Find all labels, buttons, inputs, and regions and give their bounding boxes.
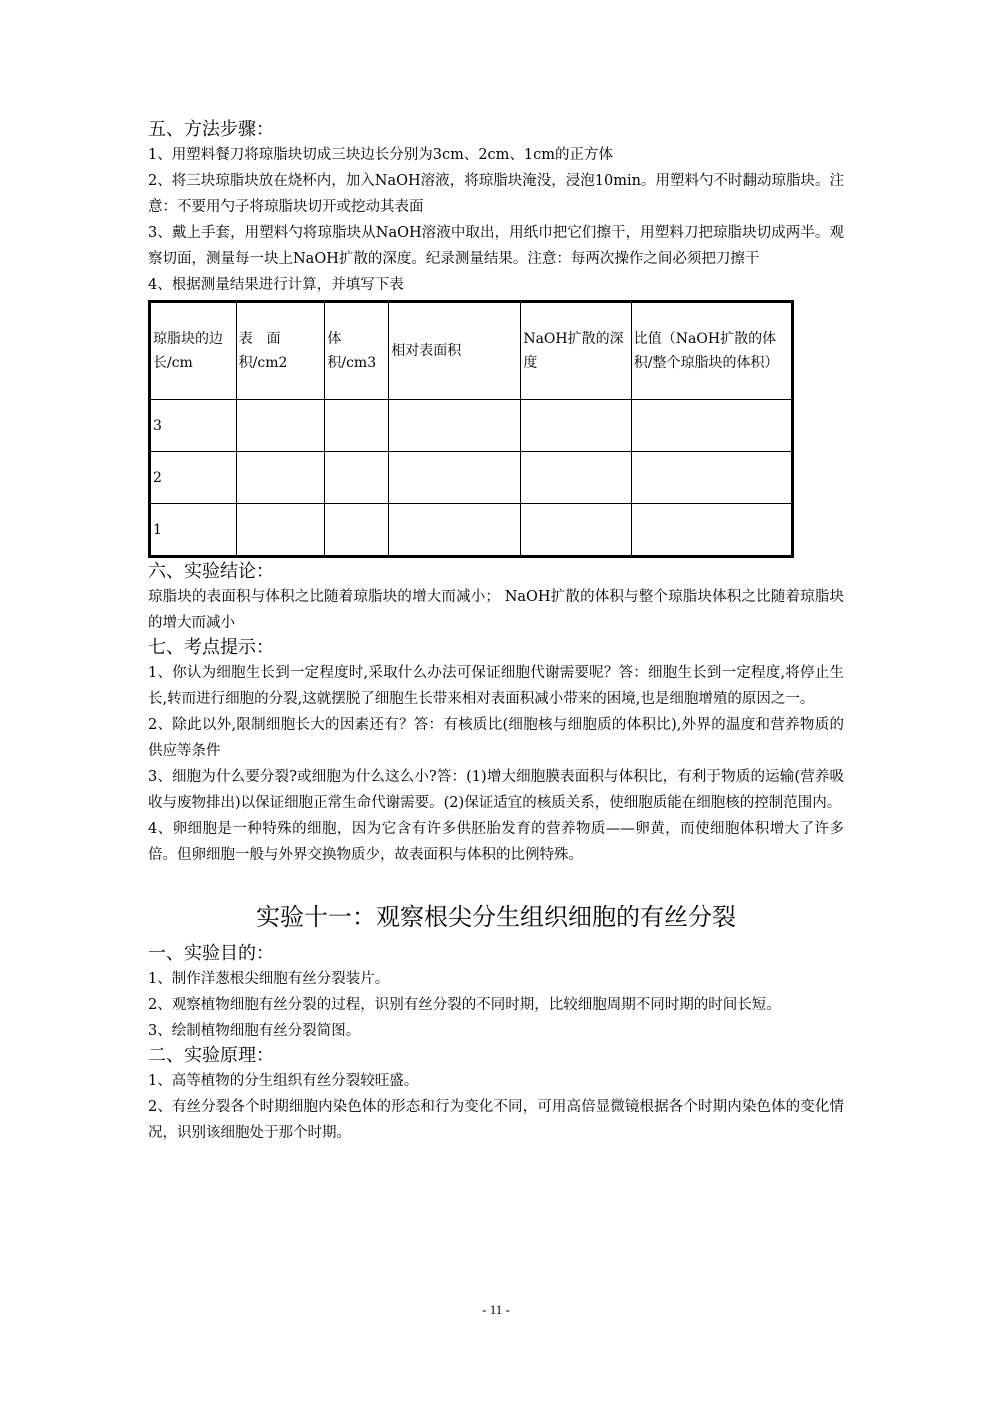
step-3: 3、戴上手套，用塑料勺将琼脂块从NaOH溶液中取出，用纸巾把它们擦干，用塑料刀把琼脂块切成两半。观察切面，测量每一块上NaOH扩散的深度。纪录测量结果。注意：每两次操作之间必须把刀擦干 bbox=[148, 225, 844, 267]
purpose-1: 1、制作洋葱根尖细胞有丝分裂装片。 bbox=[148, 971, 390, 987]
table-cell bbox=[521, 452, 631, 504]
table-cell bbox=[389, 400, 521, 452]
experiment-title: 实验十一：观察根尖分生组织细胞的有丝分裂 bbox=[256, 903, 736, 931]
tip-1: 1、你认为细胞生长到一定程度时,采取什么办法可保证细胞代谢需要呢？答：细胞生长到一定程度,将停止生长,转而进行细胞的分裂,这就摆脱了细胞生长带来相对表面积减小带来的困境,也是细胞增殖的原因之一。 bbox=[148, 665, 844, 707]
table-cell bbox=[631, 400, 792, 452]
row-edge-length: 3 bbox=[150, 400, 237, 452]
header-edge-length: 琼脂块的边长/cm bbox=[150, 302, 237, 400]
principle-2: 2、有丝分裂各个时期细胞内染色体的形态和行为变化不同，可用高倍显微镜根据各个时期内染色体的变化情况，识别该细胞处于那个时期。 bbox=[148, 1099, 844, 1141]
table-cell bbox=[631, 452, 792, 504]
table-cell bbox=[521, 504, 631, 557]
table-cell bbox=[521, 400, 631, 452]
table-cell bbox=[325, 400, 389, 452]
table-row bbox=[150, 400, 793, 452]
table-row bbox=[150, 504, 793, 557]
step-4: 4、根据测量结果进行计算，并填写下表 bbox=[148, 277, 404, 293]
header-volume: 体 积/cm3 bbox=[325, 302, 389, 400]
table-cell bbox=[236, 400, 325, 452]
step-2: 2、将三块琼脂块放在烧杯内，加入NaOH溶液，将琼脂块淹没，浸泡10min。用塑料勺不时翻动琼脂块。注意：不要用勺子将琼脂块切开或挖动其表面 bbox=[148, 173, 844, 215]
header-relative-surface-area: 相对表面积 bbox=[389, 302, 521, 400]
header-surface-area: 表 面 积/cm2 bbox=[236, 302, 325, 400]
tip-4: 4、卵细胞是一种特殊的细胞，因为它含有许多供胚胎发育的营养物质——卵黄，而使细胞体积增大了许多倍。但卵细胞一般与外界交换物质少，故表面积与体积的比例特殊。 bbox=[148, 821, 844, 863]
table-header-row bbox=[150, 302, 793, 400]
header-volume-ratio: 比值（NaOH扩散的体积/整个琼脂块的体积） bbox=[631, 302, 792, 400]
section6-heading: 六、实验结论： bbox=[148, 561, 274, 582]
page-number: - 11 - bbox=[482, 1302, 510, 1317]
table-cell bbox=[389, 452, 521, 504]
section7-heading: 七、考点提示： bbox=[148, 637, 274, 658]
table-cell bbox=[236, 452, 325, 504]
document-page bbox=[148, 118, 844, 1146]
purpose-3: 3、绘制植物细胞有丝分裂简图。 bbox=[148, 1023, 361, 1039]
header-naoh-depth: NaOH扩散的深度 bbox=[521, 302, 631, 400]
table-cell bbox=[631, 504, 792, 557]
table-cell bbox=[325, 452, 389, 504]
principle-heading: 二、实验原理： bbox=[148, 1045, 274, 1066]
purpose-heading: 一、实验目的： bbox=[148, 943, 274, 964]
table-cell bbox=[389, 504, 521, 557]
section5-heading: 五、方法步骤： bbox=[148, 119, 274, 140]
purpose-2: 2、观察植物细胞有丝分裂的过程，识别有丝分裂的不同时期，比较细胞周期不同时期的时间长短。 bbox=[148, 997, 781, 1013]
table-row bbox=[150, 452, 793, 504]
tip-2: 2、除此以外,限制细胞长大的因素还有？答：有核质比(细胞核与细胞质的体积比),外界的温度和营养物质的供应等条件 bbox=[148, 717, 844, 759]
row-edge-length: 2 bbox=[150, 452, 237, 504]
measurement-table bbox=[148, 300, 794, 558]
tip-3: 3、细胞为什么要分裂?或细胞为什么这么小?答：(1)增大细胞膜表面积与体积比，有利于物质的运输(营养吸收与废物排出)以保证细胞正常生命代谢需要。(2)保证适宜的核质关系，使细胞质能在细胞核的控制范围内。 bbox=[148, 769, 844, 811]
row-edge-length: 1 bbox=[150, 504, 237, 557]
table-cell bbox=[236, 504, 325, 557]
conclusion-text: 琼脂块的表面积与体积之比随着琼脂块的增大而减小； NaOH扩散的体积与整个琼脂块体积之比随着琼脂块的增大而减小 bbox=[148, 589, 844, 631]
table-cell bbox=[325, 504, 389, 557]
principle-1: 1、高等植物的分生组织有丝分裂较旺盛。 bbox=[148, 1073, 419, 1089]
step-1: 1、用塑料餐刀将琼脂块切成三块边长分别为3cm、2cm、1cm的正方体 bbox=[148, 147, 614, 163]
